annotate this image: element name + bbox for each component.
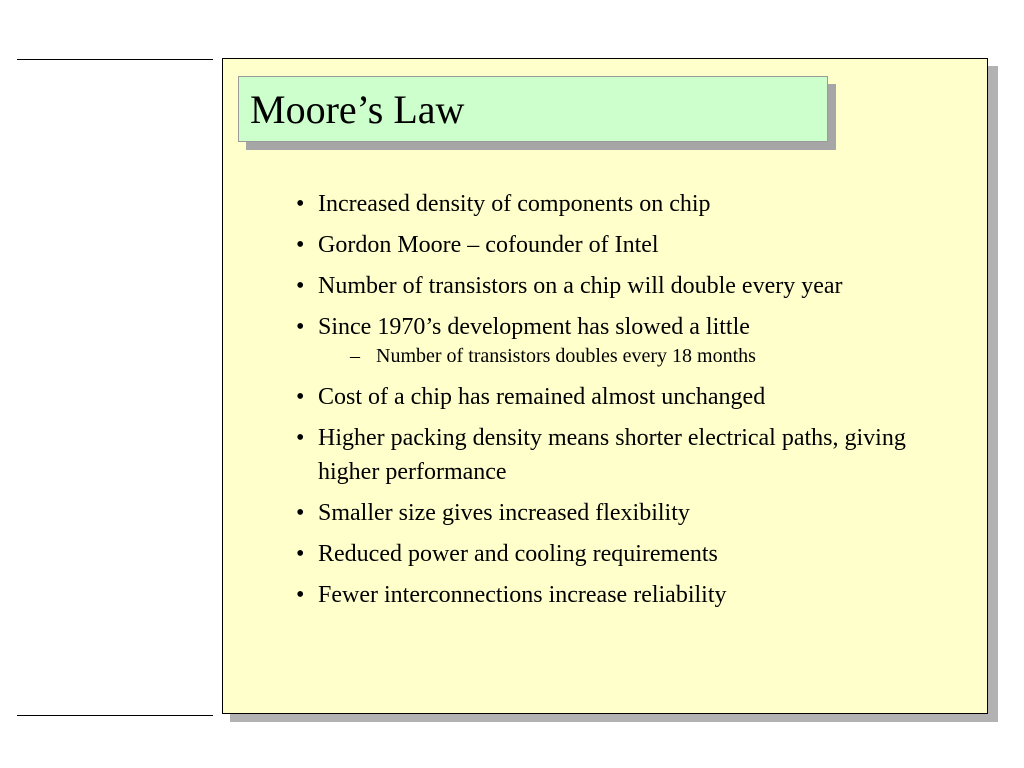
bullet-glyph: • — [296, 582, 305, 608]
bullet-item — [296, 578, 916, 612]
bullet-text: Increased density of components on chip — [318, 191, 711, 217]
bullet-item — [296, 310, 916, 344]
bullet-glyph: • — [296, 500, 305, 526]
bullet-text: Higher packing density means shorter electrical paths, giving higher performance — [318, 425, 906, 485]
bullet-text: Cost of a chip has remained almost unchanged — [318, 384, 766, 410]
bullet-item — [296, 380, 916, 414]
bullet-text: Fewer interconnections increase reliability — [318, 582, 727, 608]
slide-title: Moore’s Law — [250, 87, 465, 132]
bullet-item — [296, 187, 916, 221]
bullet-text: Reduced power and cooling requirements — [318, 541, 718, 567]
left-rule-bottom — [17, 715, 213, 716]
sub-bullet-item — [296, 343, 916, 369]
bullet-item — [296, 496, 916, 530]
left-rule-top — [17, 59, 213, 60]
bullet-glyph: • — [296, 232, 305, 258]
bullet-item — [296, 537, 916, 571]
bullet-glyph: • — [296, 191, 305, 217]
bullet-text: Since 1970’s development has slowed a little — [318, 314, 750, 340]
title-box — [238, 76, 828, 142]
bullet-item — [296, 228, 916, 262]
bullet-glyph: • — [296, 314, 305, 340]
bullet-item — [296, 421, 916, 489]
bullet-text: Number of transistors on a chip will double every year — [318, 273, 843, 299]
bullet-glyph: • — [296, 425, 305, 451]
sub-bullet-glyph: – — [350, 345, 360, 367]
bullet-glyph: • — [296, 541, 305, 567]
bullet-glyph: • — [296, 384, 305, 410]
bullet-glyph: • — [296, 273, 305, 299]
bullet-text: Gordon Moore – cofounder of Intel — [318, 232, 659, 258]
bullet-list — [296, 187, 916, 619]
sub-bullet-text: Number of transistors doubles every 18 months — [376, 345, 756, 367]
bullet-text: Smaller size gives increased flexibility — [318, 500, 690, 526]
bullet-item — [296, 269, 916, 303]
